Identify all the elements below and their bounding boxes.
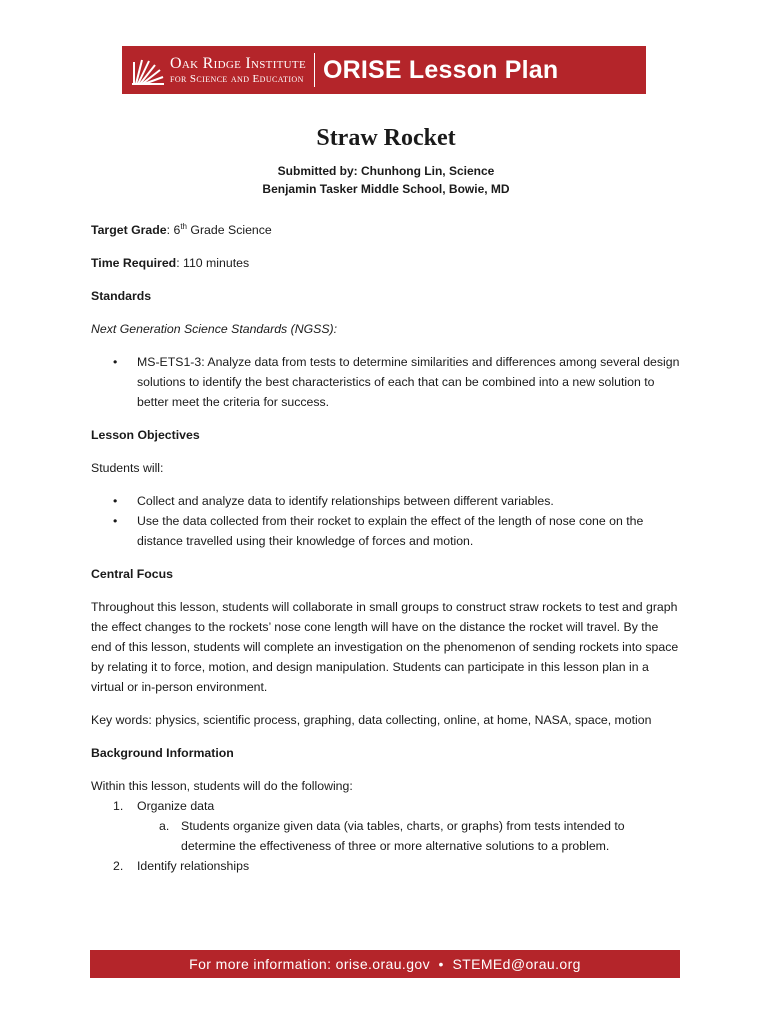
list-item (91, 856, 681, 876)
target-grade-label: Target Grade (91, 223, 167, 237)
target-grade-prefix: : 6 (166, 223, 181, 237)
list-item: • Collect and analyze data to identify relationships between different variables. (91, 491, 681, 511)
list-item (91, 796, 681, 816)
list-number: 2. (113, 859, 124, 873)
orise-sunburst-logo-icon (130, 52, 166, 88)
target-grade-sup: th (180, 221, 187, 231)
header-banner (122, 46, 646, 94)
background-intro: Within this lesson, students will do the following: (91, 779, 353, 793)
list-item: • MS-ETS1-3: Analyze data from tests to determine similarities and differences among several design solutions to identify the best characteristics of each that can be combined into a new solution to better meet the criteria for success. (91, 352, 681, 412)
footer-banner (90, 950, 680, 978)
central-focus-heading: Central Focus (91, 567, 173, 581)
target-grade-suffix: Grade Science (186, 223, 272, 237)
institute-line2: for Science and Education (170, 72, 304, 85)
institute-line1: Oak Ridge Institute (170, 54, 306, 72)
background-list (91, 796, 681, 876)
objectives-list (91, 491, 681, 551)
objectives-intro: Students will: (91, 461, 164, 475)
central-focus-body: Throughout this lesson, students will collaborate in small groups to construct straw rockets to test and graph the effect changes to the rockets’ nose cone length will have on the distance the rocket will travel. By the end of this lesson, students will complete an investigation on the phenomenon of sending rockets into space by relating it to force, motion, and design manipulation. Students can participate in this lesson plan in a virtual or in-person environment. (91, 600, 679, 694)
list-item: • Use the data collected from their rocket to explain the effect of the length of nose cone on the distance travelled using their knowledge of forces and motion. (91, 511, 681, 551)
standards-heading: Standards (91, 289, 152, 303)
keywords: Key words: physics, scientific process, graphing, data collecting, online, at home, NASA, space, motion (91, 713, 652, 727)
background-heading: Background Information (91, 746, 234, 760)
institute-name (170, 56, 306, 85)
brand-title: ORISE Lesson Plan (322, 55, 559, 84)
list-text: Identify relationships (137, 859, 250, 873)
banner-divider (314, 53, 315, 87)
page-title: Straw Rocket (316, 125, 456, 151)
sub-list-item (91, 816, 681, 856)
objectives-heading: Lesson Objectives (91, 428, 200, 442)
sub-list-text: Students organize given data (via tables, charts, or graphs) from tests intended to determine the effectiveness of three or more alternative solutions to a problem. (181, 819, 625, 853)
school-name: Benjamin Tasker Middle School, Bowie, MD (262, 182, 510, 196)
document-body (91, 120, 681, 876)
standards-list (91, 352, 681, 412)
ngss-label: Next Generation Science Standards (NGSS): (91, 322, 338, 336)
footer-text: For more information: orise.orau.gov • STEMEd@orau.org (189, 956, 581, 972)
time-required-label: Time Required (91, 256, 177, 270)
submitted-by: Submitted by: Chunhong Lin, Science (277, 164, 495, 178)
time-required (91, 253, 681, 273)
time-required-value: : 110 minutes (176, 256, 250, 270)
sub-list-letter: a. (159, 819, 170, 833)
list-number: 1. (113, 799, 124, 813)
target-grade (91, 220, 681, 240)
list-text: Organize data (137, 799, 215, 813)
